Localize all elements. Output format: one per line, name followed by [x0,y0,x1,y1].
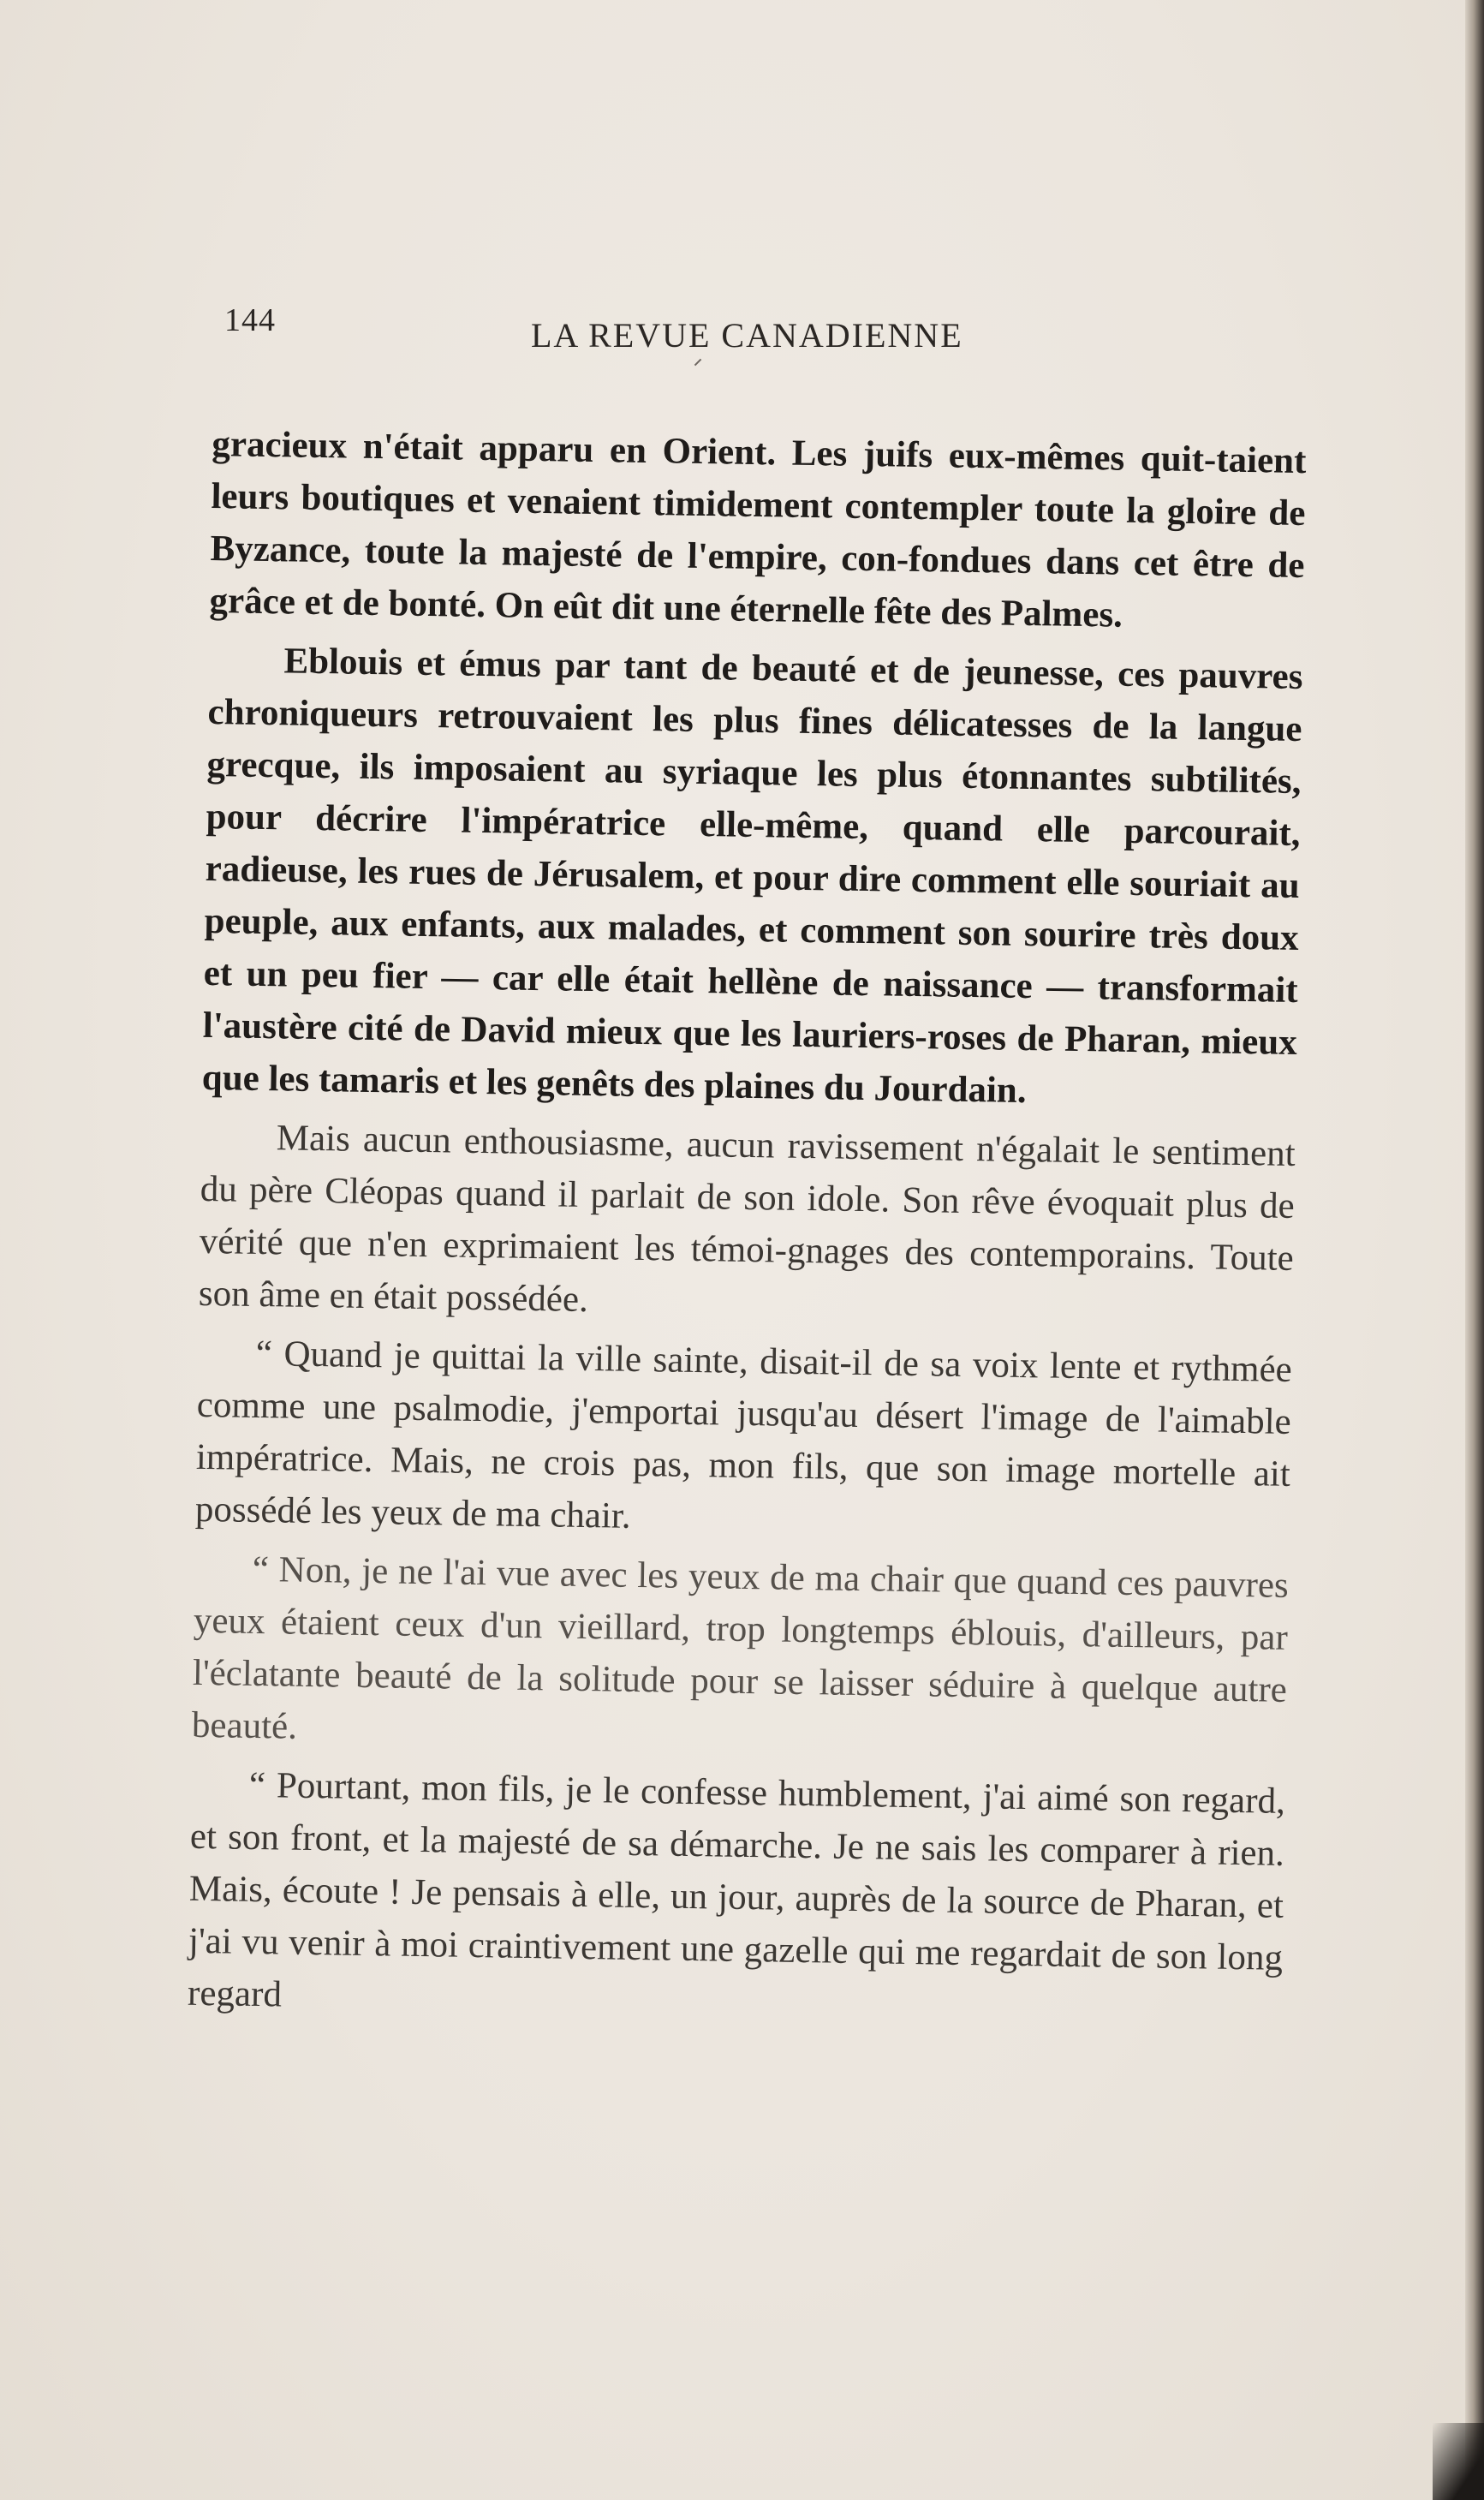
paragraph-6: “ Pourtant, mon fils, je le confesse humblement, j'ai aimé son regard, et son front, et la majesté de sa démarche. Je ne sais les comparer à rien. Mais, écoute ! Je pensais à elle, un jour, auprès de la source de Pharan, et j'ai vu venir à moi craintivement une gazelle qui me regardait de son long regard [187,1764,1286,2015]
paragraph-2: Eblouis et émus par tant de beauté et de jeunesse, ces pauvres chroniqueurs retrouvaient les plus fines délicatesses de la langue grecque, ils imposaient au syriaque les plus étonnantes subtilités, pour décrire l'impératrice elle-même, quand elle parcourait, radieuse, les rues de Jérusalem, et pour dire comment elle souriait au peuple, aux enfants, aux malades, et comment son sourire très doux et un peu fier — car elle était hellène de naissance — transformait l'austère cité de David mieux que les lauriers-roses de Pharan, mieux que les tamaris et les genêts des plaines du Jourdain. [201,641,1303,1112]
page-corner-shadow [1433,2423,1484,2500]
paragraph-5: “ Non, je ne l'ai vue avec les yeux de ma chair que quand ces pauvres yeux étaient ceux d'un vieillard, trop longtemps éblouis, d'ailleurs, par l'éclatante beauté de la solitude pour se laisser séduire à quelque autre beauté. [191,1548,1290,1747]
body-text [188,418,1307,2044]
page-number: 144 [224,302,276,338]
paragraph-1: gracieux n'était apparu en Orient. Les juifs eux-mêmes quit-taient leurs boutiques et venaient timidement contempler toute la gloire de Byzance, toute la majesté de l'empire, con-fondues dans cet être de grâce et de bonté. On eût dit une éternelle fête des Palmes. [209,423,1307,635]
paragraph-3: Mais aucun enthousiasme, aucun ravissement n'égalait le sentiment du père Cléopas quand il parlait de son idole. Son rêve évoquait plus de vérité que n'en exprimaient les témoi-gnages des contemporains. Toute son âme en était possédée. [198,1118,1296,1321]
page-header [224,301,1295,353]
ink-mark [694,359,701,366]
page-edge-shadow [1465,0,1484,2500]
running-title: LA REVUE CANADIENNE [531,316,963,355]
paragraph-4: “ Quand je quittai la ville sainte, disait-il de sa voix lente et rythmée comme une psalmodie, j'emportai jusqu'au désert l'image de l'aimable impératrice. Mais, ne crois pas, mon fils, que son image mortelle ait possédé les yeux de ma chair. [194,1333,1293,1536]
